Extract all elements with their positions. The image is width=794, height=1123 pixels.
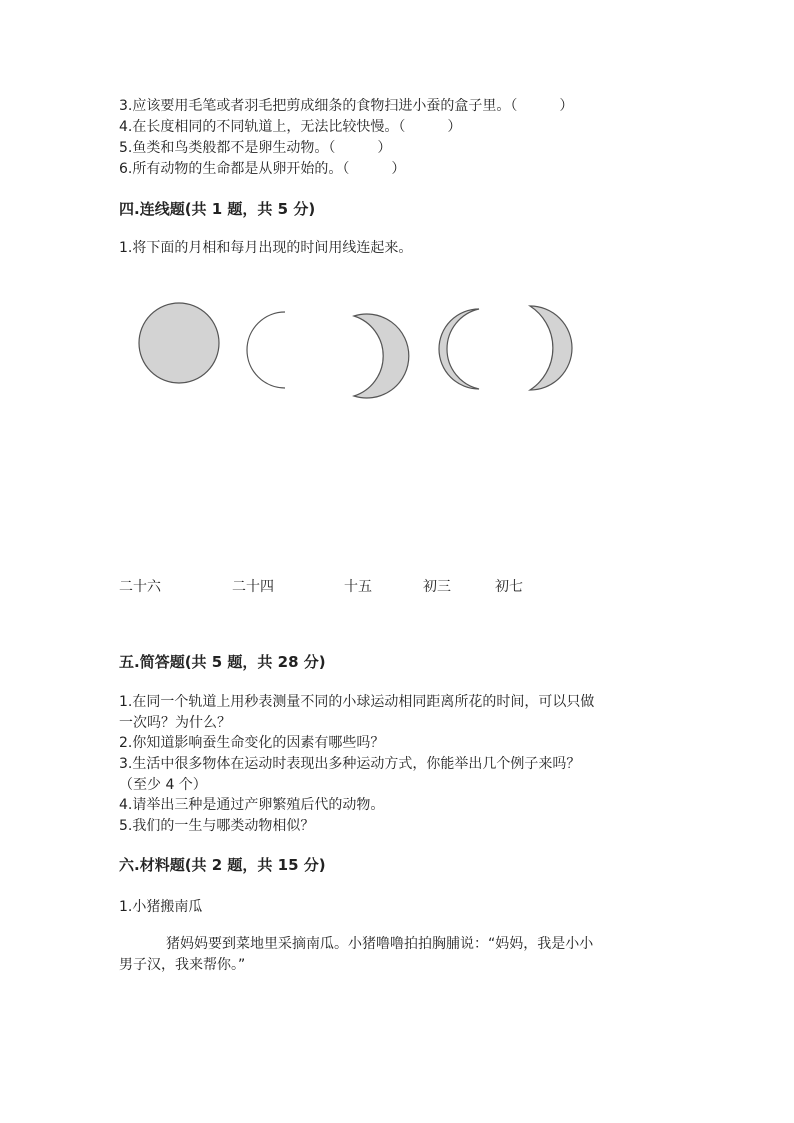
section-5-q1-line1: 1.在同一个轨道上用秒表测量不同的小球运动相同距离所花的时间，可以只做 [119,694,595,710]
waning-crescent-icon [439,309,479,389]
true-false-item-3: 3.应该要用毛笔或者羽毛把剪成细条的食物扫进小蚕的盒子里。（ ） [119,98,574,114]
section-5-q3-line2: （至少 4 个） [119,777,207,793]
section-5-q5: 5.我们的一生与哪类动物相似？ [119,818,315,834]
moon-phases-figure [130,296,590,406]
section-6-q1-title: 1.小猪搬南瓜 [119,899,203,915]
day-label-24: 二十四 [232,579,274,595]
waxing-crescent-icon [354,314,409,398]
waning-crescent-icon [247,312,285,388]
day-label-3: 初三 [423,579,451,595]
section-5-title: 五.简答题(共 5 题，共 28 分) [119,653,326,671]
passage-line-2: 男子汉，我来帮你。” [119,957,246,973]
full-moon-icon [139,303,219,383]
true-false-item-6: 6.所有动物的生命都是从卵开始的。（ ） [119,161,406,177]
section-5-q3-line1: 3.生活中很多物体在运动时表现出多种运动方式，你能举出几个例子来吗？ [119,756,581,772]
day-label-15: 十五 [344,579,372,595]
day-label-7: 初七 [495,579,523,595]
day-label-26: 二十六 [119,579,161,595]
section-6-title: 六.材料题(共 2 题，共 15 分) [119,856,326,874]
section-5-q1-line2: 一次吗？为什么？ [119,715,231,731]
section-5-q2: 2.你知道影响蚕生命变化的因素有哪些吗？ [119,735,385,751]
section-4-title: 四.连线题(共 1 题，共 5 分) [119,200,316,218]
passage-line-1: 猪妈妈要到菜地里采摘南瓜。小猪噜噜拍拍胸脯说：“妈妈，我是小小 [166,936,594,952]
section-4-question: 1.将下面的月相和每月出现的时间用线连起来。 [119,240,413,256]
waxing-gibbous-icon [530,306,572,390]
true-false-item-4: 4.在长度相同的不同轨道上，无法比较快慢。（ ） [119,119,462,135]
section-5-q4: 4.请举出三种是通过产卵繁殖后代的动物。 [119,797,385,813]
true-false-item-5: 5.鱼类和鸟类般都不是卵生动物。（ ） [119,140,392,156]
